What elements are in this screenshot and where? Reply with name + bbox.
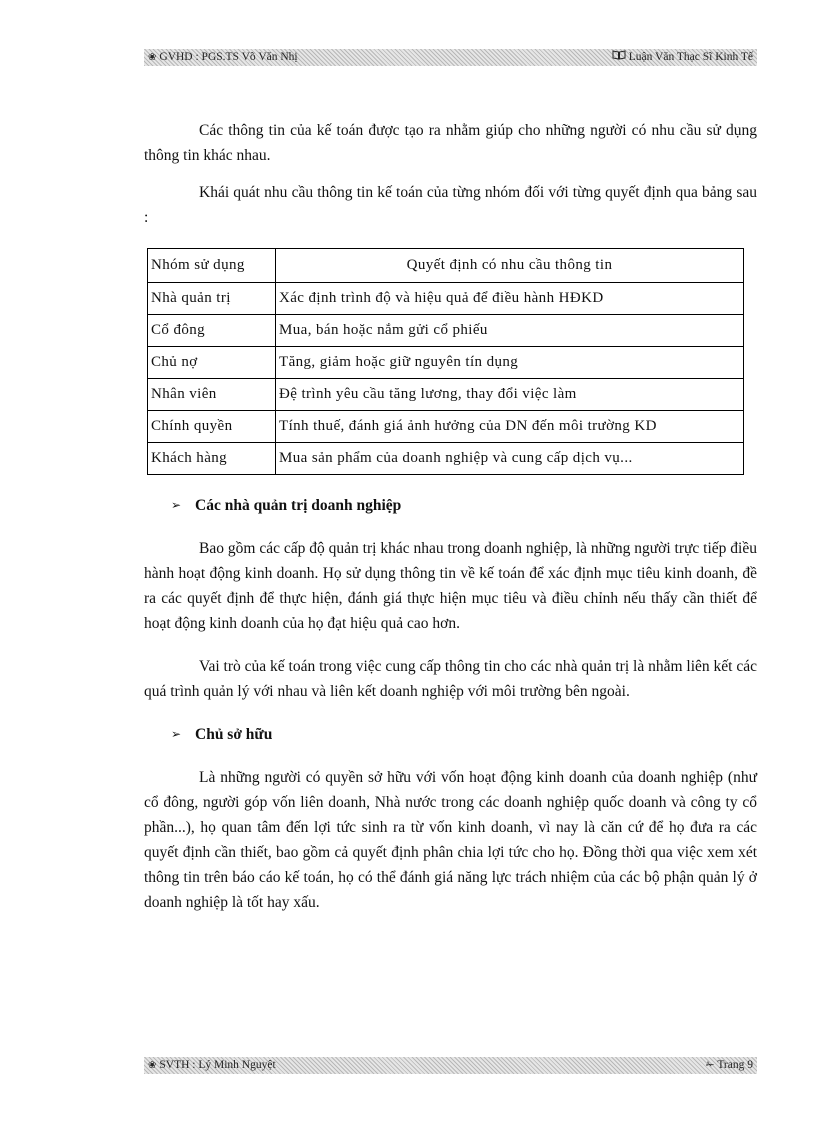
table-header-decision: Quyết định có nhu cầu thông tin (276, 249, 744, 283)
owners-paragraph-1: Là những người có quyền sở hữu với vốn hoạt động kinh doanh của doanh nghiệp (như cổ đông, người góp vốn liên doanh, Nhà nước trong các doanh nghiệp quốc doanh và công ty cổ phần...), họ quan tâm đến lợi tức sinh ra từ vốn kinh doanh, vì nay là căn cứ để họ đưa ra các quyết định cần thiết, bao gồm cả quyết định phân chia lợi tức cho họ. Đồng thời qua việc xem xét thông tin trên báo cáo kế toán, họ có thể đánh giá năng lực trách nhiệm của các bộ phận quản lý ở doanh nghiệp là tốt hay xấu. (144, 769, 757, 911)
table-cell-decision: Tăng, giảm hoặc giữ nguyên tín dụng (276, 347, 744, 379)
managers-paragraph-1: Bao gồm các cấp độ quản trị khác nhau trong doanh nghiệp, là những người trực tiếp điều hành hoạt động kinh doanh. Họ sử dụng thông tin về kế toán để xác định mục tiêu kinh doanh, đề ra các quyết định để thực hiện, đánh giá thực hiện mục tiêu và điều chỉnh nếu thấy cần thiết để hoạt động kinh doanh của họ đạt hiệu quả cao hơn. (144, 540, 757, 632)
flower-icon: ❀ (148, 52, 157, 63)
section-heading-owners (144, 722, 757, 747)
table-cell-group: Khách hàng (148, 443, 276, 475)
table-cell-decision: Đệ trình yêu cầu tăng lương, thay đổi việc làm (276, 379, 744, 411)
table-cell-group: Cổ đông (148, 315, 276, 347)
table-row (148, 347, 744, 379)
arrow-bullet-icon: ➢ (171, 727, 182, 741)
header-advisor: GVHD : PGS.TS Võ Văn Nhị (159, 51, 298, 63)
document-body (144, 118, 757, 915)
info-needs-table (147, 248, 744, 475)
scissors-icon: ✁ (705, 1060, 715, 1071)
footer-right (706, 1057, 753, 1074)
intro-paragraph-2: Khái quát nhu cầu thông tin kế toán của từng nhóm đối với từng quyết định qua bảng sau : (144, 184, 757, 226)
table-cell-decision: Mua sản phẩm của doanh nghiệp và cung cấp dịch vụ... (276, 443, 744, 475)
table-header-row (148, 249, 744, 283)
arrow-bullet-icon: ➢ (171, 498, 182, 512)
table-row (148, 283, 744, 315)
section-heading-managers (144, 493, 757, 518)
table-cell-group: Nhà quản trị (148, 283, 276, 315)
header-right (612, 49, 753, 66)
header-title: Luận Văn Thạc Sĩ Kinh Tế (628, 51, 753, 63)
book-icon (612, 49, 626, 66)
table-cell-group: Nhân viên (148, 379, 276, 411)
section-heading-text: Chủ sở hữu (195, 726, 273, 743)
table-cell-group: Chủ nợ (148, 347, 276, 379)
table-header-group: Nhóm sử dụng (148, 249, 276, 283)
table-cell-group: Chính quyền (148, 411, 276, 443)
table-row (148, 443, 744, 475)
table-row (148, 315, 744, 347)
section-heading-text: Các nhà quản trị doanh nghiệp (195, 497, 402, 514)
table-cell-decision: Mua, bán hoặc nắm gửi cổ phiếu (276, 315, 744, 347)
flower-icon: ❀ (148, 1060, 157, 1071)
intro-paragraph-1: Các thông tin của kế toán được tạo ra nhằm giúp cho những người có nhu cầu sử dụng thông tin khác nhau. (144, 122, 757, 164)
page-header (144, 49, 757, 66)
page-footer (144, 1057, 757, 1074)
page-number: Trang 9 (717, 1059, 753, 1071)
managers-paragraph-2: Vai trò của kế toán trong việc cung cấp thông tin cho các nhà quản trị là nhằm liên kết các quá trình quản lý với nhau và liên kết doanh nghiệp với môi trường bên ngoài. (144, 658, 757, 700)
table-row (148, 379, 744, 411)
footer-left (148, 1057, 276, 1074)
table-row (148, 411, 744, 443)
footer-student: SVTH : Lý Minh Nguyệt (159, 1059, 276, 1071)
header-left (148, 49, 298, 66)
table-cell-decision: Tính thuế, đánh giá ảnh hưởng của DN đến môi trường KD (276, 411, 744, 443)
table-cell-decision: Xác định trình độ và hiệu quả để điều hành HĐKD (276, 283, 744, 315)
